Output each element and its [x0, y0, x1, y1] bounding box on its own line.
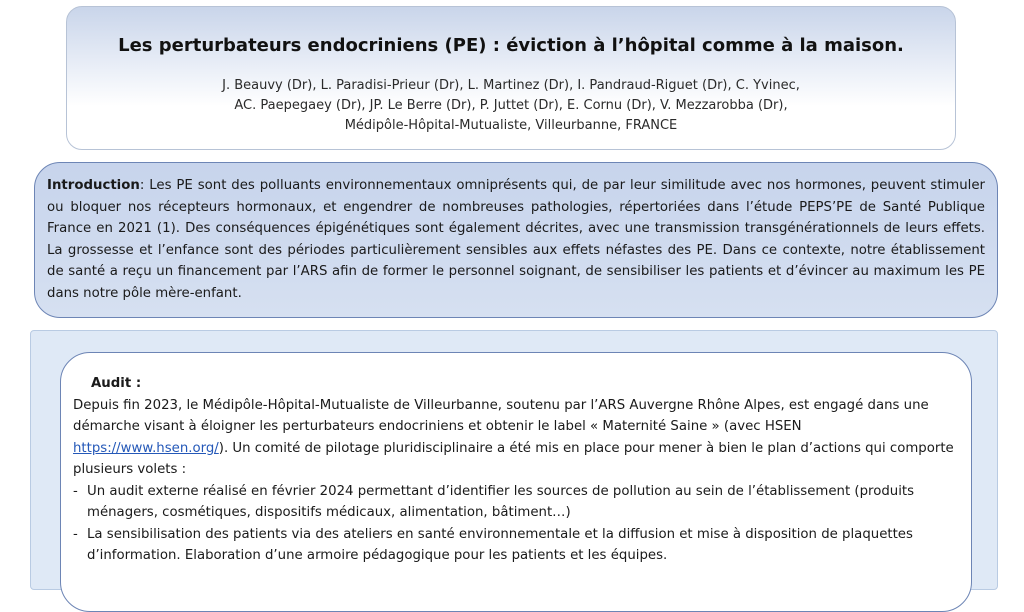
- bullet-marker: -: [73, 483, 78, 499]
- audit-bullet-1-text: Un audit externe réalisé en février 2024 permettant d’identifier les sources de pollution au sein de l’établissement (produits ménagers, cosmétiques, dispositifs médicaux, alimentation, bâtiment…): [87, 483, 915, 520]
- affiliation: Médipôle-Hôpital-Mutualiste, Villeurbanne, FRANCE: [344, 118, 678, 133]
- hsen-link[interactable]: https://www.hsen.org/: [73, 440, 219, 456]
- introduction-text: : Les PE sont des polluants environnementaux omniprésents qui, de par leur similitude avec nos hormones, peuvent stimuler ou bloquer nos récepteurs hormonaux, et engendrer de nombreuses pathologies, répertoriées dans l’étude PEPS’PE de Santé Publique France en 2021 (1). Des conséquences épigénétiques sont également décrites, avec une transmission transgénérationnels de leurs effets. La grossesse et l’enfance sont des périodes particulièrement sensibles aux effets néfastes des PE. Dans ce contexte, notre établissement de santé a reçu un financement par l’ARS afin de former le personnel soignant, de sensibiliser les patients et d’évincer au maximum les PE dans notre pôle mère-enfant.: [47, 178, 985, 301]
- authors-line-1: J. Beauvy (Dr), L. Paradisi-Prieur (Dr), L. Martinez (Dr), I. Pandraud-Riguet (Dr), C. Yvinec,: [222, 78, 800, 93]
- audit-bullet-2-text: La sensibilisation des patients via des ateliers en santé environnementale et la diffusion et mise à disposition de plaquettes d’information. Elaboration d’une armoire pédagogique pour les patients et les équipes.: [87, 526, 913, 563]
- authors-line-2: AC. Paepegaey (Dr), JP. Le Berre (Dr), P. Juttet (Dr), E. Cornu (Dr), V. Mezzarobba (Dr),: [234, 98, 788, 113]
- audit-paragraph: [73, 395, 955, 481]
- audit-bullet-2: [73, 524, 955, 567]
- poster-title: Les perturbateurs endocriniens (PE) : éviction à l’hôpital comme à la maison.: [118, 35, 904, 56]
- audit-text-before-link: Depuis fin 2023, le Médipôle-Hôpital-Mutualiste de Villeurbanne, soutenu par l’ARS Auvergne Rhône Alpes, est engagé dans une démarche visant à éloigner les perturbateurs endocriniens et obtenir le label « Maternité Saine » (avec HSEN: [73, 397, 929, 434]
- audit-text-after-link: ). Un comité de pilotage pluridisciplinaire a été mis en place pour mener à bien le plan d’actions qui comporte plusieurs volets :: [73, 440, 954, 477]
- authors-block: [67, 76, 955, 136]
- audit-bullet-1: [73, 481, 955, 524]
- introduction-panel: [34, 162, 998, 318]
- title-panel: [66, 6, 956, 150]
- introduction-label: Introduction: [47, 178, 140, 193]
- audit-panel: [60, 352, 972, 612]
- audit-label: Audit :: [91, 376, 142, 391]
- bullet-marker: -: [73, 526, 78, 542]
